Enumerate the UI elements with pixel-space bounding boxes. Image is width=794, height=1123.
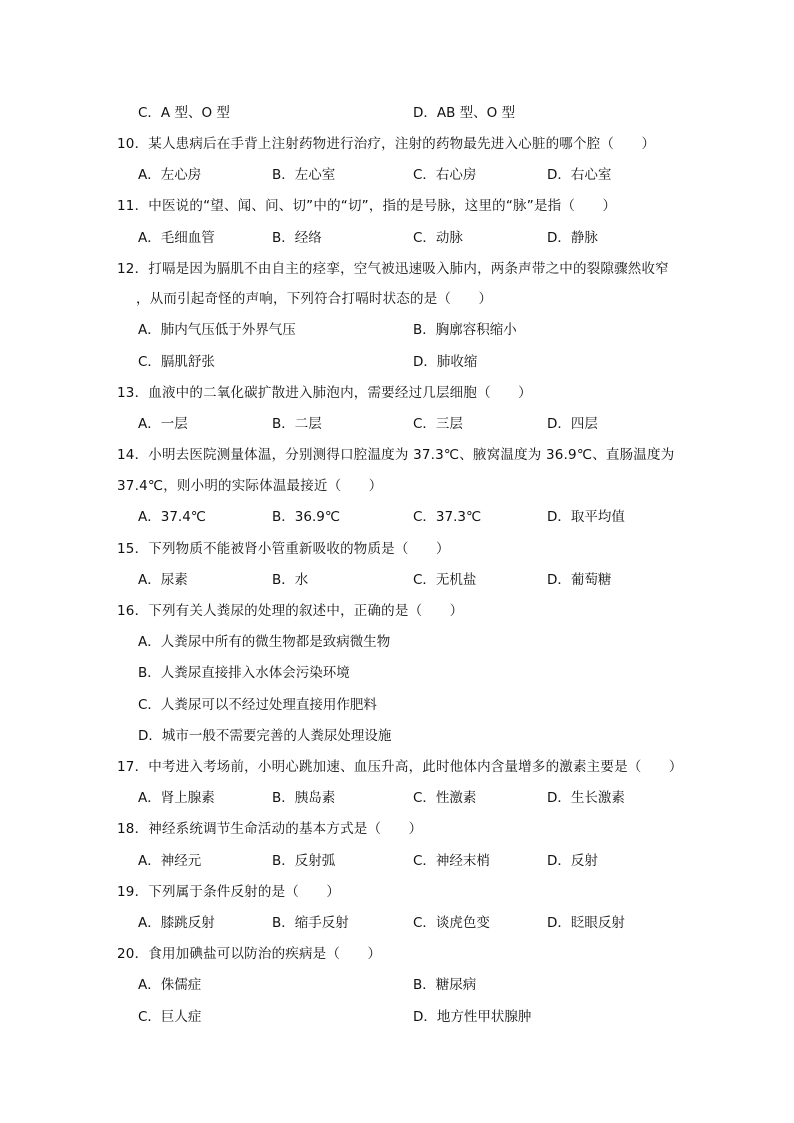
question-15-stem: 15．下列物质不能被肾小管重新吸收的物质是（ ） — [117, 541, 450, 557]
option-15d: D．葡萄糖 — [547, 572, 612, 588]
option-20d: D．地方性甲状腺肿 — [413, 1009, 532, 1025]
option-19d: D．眨眼反射 — [547, 915, 625, 931]
option-18a: A．神经元 — [138, 853, 202, 869]
option-16a: A．人粪尿中所有的微生物都是致病微生物 — [138, 634, 391, 650]
option-14c: C．37.3℃ — [413, 509, 482, 525]
question-17-stem: 17．中考进入考场前，小明心跳加速、血压升高，此时他体内含量增多的激素主要是（ ） — [117, 759, 683, 775]
question-11-stem: 11．中医说的“望、闻、问、切”中的“切”，指的是号脉，这里的“脉”是指（ ） — [117, 198, 617, 214]
question-12-stem: 12．打嗝是因为膈肌不由自主的痉挛，空气被迅速吸入肺内，两条声带之中的裂隙骤然收窄 — [117, 261, 669, 277]
question-20-stem: 20．食用加碘盐可以防治的疾病是（ ） — [117, 946, 382, 962]
option-13d: D．四层 — [547, 416, 598, 432]
question-18-stem: 18．神经系统调节生命活动的基本方式是（ ） — [117, 821, 423, 837]
option-14a: A．37.4℃ — [138, 509, 206, 525]
option-11b: B．经络 — [272, 230, 322, 246]
option-20c: C．巨人症 — [138, 1009, 202, 1025]
option-12c: C．膈肌舒张 — [138, 354, 215, 370]
option-15b: B．水 — [272, 572, 309, 588]
option-12b: B．胸廓容积缩小 — [413, 322, 517, 338]
option-9d: D．AB 型、O 型 — [413, 105, 516, 121]
option-18c: C．神经末梢 — [413, 853, 490, 869]
option-17b: B．胰岛素 — [272, 790, 336, 806]
option-19b: B．缩手反射 — [272, 915, 349, 931]
question-13-stem: 13．血液中的二氧化碳扩散进入肺泡内，需要经过几层细胞（ ） — [117, 385, 532, 401]
option-17c: C．性激素 — [413, 790, 477, 806]
option-11c: C．动脉 — [413, 230, 463, 246]
option-20a: A．侏儒症 — [138, 977, 202, 993]
option-17a: A．肾上腺素 — [138, 790, 215, 806]
option-18b: B．反射弧 — [272, 853, 336, 869]
option-13a: A．一层 — [138, 416, 188, 432]
option-13c: C．三层 — [413, 416, 463, 432]
option-13b: B．二层 — [272, 416, 322, 432]
question-14-stem-continued: 37.4℃，则小明的实际体温最接近（ ） — [117, 478, 383, 494]
option-9c: C．A 型、O 型 — [138, 105, 230, 121]
question-14-stem: 14．小明去医院测量体温，分别测得口腔温度为 37.3℃、腋窝温度为 36.9℃、直肠温度为 — [117, 447, 675, 463]
option-10d: D．右心室 — [547, 167, 612, 183]
question-10-stem: 10．某人患病后在手背上注射药物进行治疗，注射的药物最先进入心脏的哪个腔（ ） — [117, 136, 656, 152]
question-16-stem: 16．下列有关人粪尿的处理的叙述中，正确的是（ ） — [117, 603, 464, 619]
option-16c: C．人粪尿可以不经过处理直接用作肥料 — [138, 697, 377, 713]
option-11a: A．毛细血管 — [138, 230, 215, 246]
option-14d: D．取平均值 — [547, 509, 625, 525]
option-11d: D．静脉 — [547, 230, 598, 246]
question-12-stem-continued: ，从而引起奇怪的声响，下列符合打嗝时状态的是（ ） — [136, 291, 493, 307]
option-15a: A．尿素 — [138, 572, 188, 588]
option-17d: D．生长激素 — [547, 790, 625, 806]
option-12d: D．肺收缩 — [413, 354, 478, 370]
option-10b: B．左心室 — [272, 167, 336, 183]
option-19a: A．膝跳反射 — [138, 915, 215, 931]
option-12a: A．肺内气压低于外界气压 — [138, 322, 296, 338]
option-10c: C．右心房 — [413, 167, 477, 183]
option-18d: D．反射 — [547, 853, 598, 869]
option-20b: B．糖尿病 — [413, 977, 477, 993]
option-15c: C．无机盐 — [413, 572, 477, 588]
question-19-stem: 19．下列属于条件反射的是（ ） — [117, 884, 341, 900]
option-14b: B．36.9℃ — [272, 509, 340, 525]
option-16d: D．城市一般不需要完善的人粪尿处理设施 — [138, 728, 392, 744]
option-10a: A．左心房 — [138, 167, 202, 183]
option-16b: B．人粪尿直接排入水体会污染环境 — [138, 665, 350, 681]
option-19c: C．谈虎色变 — [413, 915, 490, 931]
